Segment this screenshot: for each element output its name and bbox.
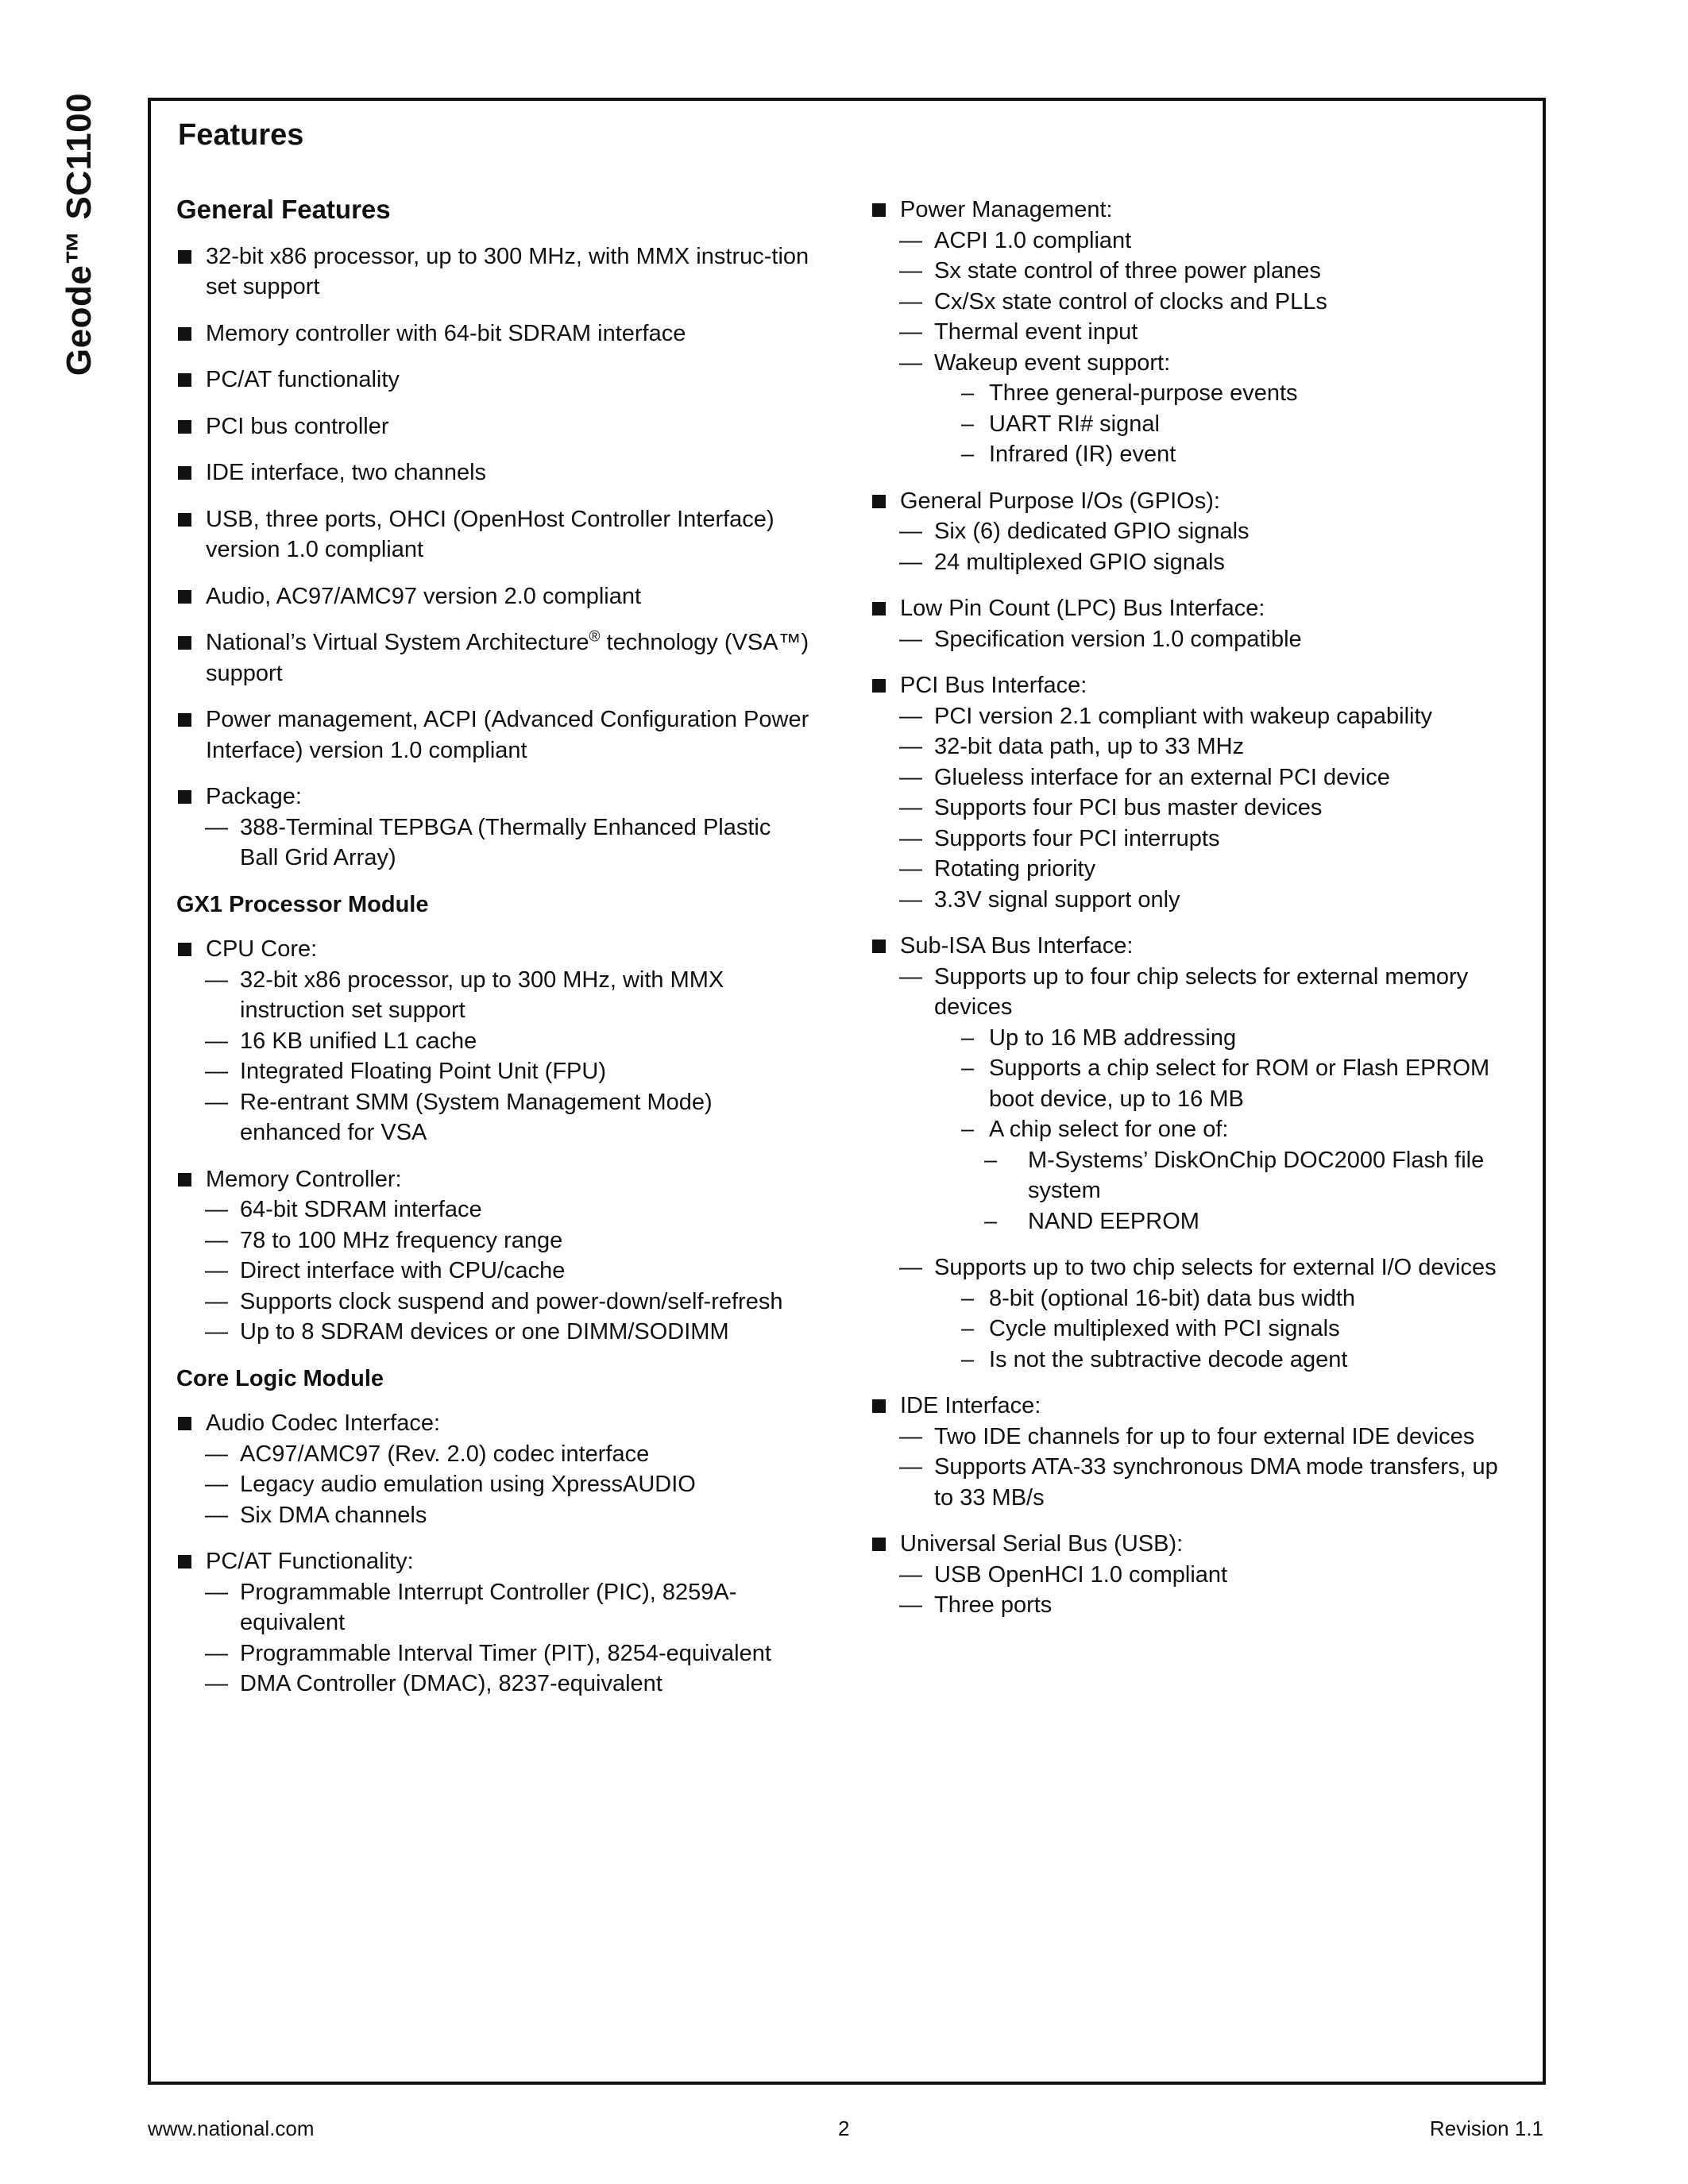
bullet-square-icon: [178, 1417, 191, 1430]
sub-item: — Supports four PCI bus master devices: [899, 795, 1323, 820]
sub-sub-item: – Supports a chip select for ROM or Flash EPROM boot device, up to 16 MB: [961, 1055, 1490, 1112]
sub-sub-item: – Is not the subtractive decode agent: [961, 1346, 1348, 1372]
page-title: Features: [178, 118, 304, 152]
feature-item: Memory controller with 64-bit SDRAM interface: [176, 318, 812, 349]
sub-item: — Two IDE channels for up to four external IDE devices: [899, 1423, 1475, 1449]
sub-item: — Six (6) dedicated GPIO signals: [899, 519, 1250, 544]
sub-sub-item: – Cycle multiplexed with PCI signals: [961, 1316, 1340, 1341]
feature-item: Universal Serial Bus (USB): — USB OpenHCI 1.0 compliant — Three ports: [871, 1529, 1522, 1621]
product-name: Geode™ SC1100: [60, 92, 98, 376]
sub-item: — Supports up to four chip selects for external memory devices: [899, 963, 1469, 1020]
page-number: 2: [838, 2116, 850, 2140]
bullet-square-icon: [178, 373, 191, 387]
sub-item: — Specification version 1.0 compatible: [899, 626, 1302, 652]
sub-sub-item: – Three general-purpose events: [961, 380, 1298, 406]
sub-item: — Programmable Interrupt Controller (PIC), 8259A-equivalent: [205, 1579, 737, 1635]
sub-item: — Glueless interface for an external PCI device: [899, 764, 1390, 790]
footer-revision: Revision 1.1: [1429, 2116, 1543, 2140]
sub-item: — Supports up to two chip selects for external I/O devices: [899, 1255, 1497, 1280]
feature-item: Low Pin Count (LPC) Bus Interface: — Specification version 1.0 compatible: [871, 593, 1522, 654]
feature-item: PCI bus controller: [176, 411, 812, 442]
sub-sub-sub-item: – M-Systems’ DiskOnChip DOC2000 Flash file system: [984, 1147, 1485, 1203]
bullet-square-icon: [872, 1399, 886, 1413]
feature-item: National’s Virtual System Architecture® technology (VSA™) support: [176, 627, 812, 689]
feature-item: Power Management: — ACPI 1.0 compliant — Sx state control of three power planes — Cx/Sx state control of clocks and PLLs — Thermal event input — Wakeup event support: – Three general-purpose events – UART RI# signal – Infrared (IR) event: [871, 195, 1522, 470]
feature-item: USB, three ports, OHCI (OpenHost Controller Interface) version 1.0 compliant: [176, 504, 812, 565]
sub-item: — 64-bit SDRAM interface: [205, 1197, 482, 1222]
feature-item: Memory Controller: — 64-bit SDRAM interface — 78 to 100 MHz frequency range — Direct interface with CPU/cache — Supports clock suspend and power-down/self-refresh — Up to 8 SDRAM devices or one DIMM/SODIMM: [176, 1164, 812, 1348]
core-logic-heading: Core Logic Module: [176, 1365, 384, 1391]
sub-item: — AC97/AMC97 (Rev. 2.0) codec interface: [205, 1441, 650, 1467]
bullet-square-icon: [178, 943, 191, 956]
bullet-square-icon: [872, 679, 886, 693]
sub-item: — 78 to 100 MHz frequency range: [205, 1227, 563, 1253]
sub-item: — Legacy audio emulation using XpressAUDIO: [205, 1472, 696, 1497]
bullet-square-icon: [178, 327, 191, 341]
sub-item: — Up to 8 SDRAM devices or one DIMM/SODIMM: [205, 1319, 729, 1345]
bullet-square-icon: [872, 602, 886, 615]
sub-item: — ACPI 1.0 compliant: [899, 227, 1132, 253]
sub-item: — 388-Terminal TEPBGA (Thermally Enhanced Plastic Ball Grid Array): [205, 814, 771, 870]
sub-item: — Thermal event input: [899, 319, 1138, 345]
bullet-square-icon: [178, 1173, 191, 1187]
sub-item: — 24 multiplexed GPIO signals: [899, 549, 1225, 575]
bullet-square-icon: [178, 513, 191, 527]
sub-item: — USB OpenHCI 1.0 compliant: [899, 1561, 1228, 1588]
sub-item: — Sx state control of three power planes: [899, 258, 1321, 284]
feature-item: Audio, AC97/AMC97 version 2.0 compliant: [176, 581, 812, 612]
feature-item: 32-bit x86 processor, up to 300 MHz, with MMX instruc-tion set support: [176, 241, 812, 303]
feature-item: Sub-ISA Bus Interface: — Supports up to four chip selects for external memory devices – Up to 16 MB addressing – Supports a chip select for ROM or Flash EPROM boot device, up to 16 MB – A chip select for one of: – M-Systems’ DiskOnChip DOC2000 Flash file system – NAND EEPROM — Supports up to two chip selects for external I/O devices – 8-bit (optional 16-bit) data bus width – Cycle multiplexed with PCI signals – Is not the subtractive decode agent: [871, 931, 1522, 1375]
bullet-square-icon: [872, 940, 886, 953]
footer-website: www.national.com: [148, 2116, 315, 2140]
bullet-square-icon: [872, 203, 886, 217]
sub-item: — Supports clock suspend and power-down/self-refresh: [205, 1288, 783, 1314]
sub-item: — Six DMA channels: [205, 1502, 427, 1528]
left-column: [176, 195, 812, 1715]
sub-item: — DMA Controller (DMAC), 8237-equivalent: [205, 1671, 662, 1696]
sub-item: — PCI version 2.1 compliant with wakeup capability: [899, 703, 1433, 729]
feature-item: CPU Core: — 32-bit x86 processor, up to 300 MHz, with MMX instruction set support — 16 KB unified L1 cache — Integrated Floating Point Unit (FPU) — Re-entrant SMM (System Management Mode) enhanced for VSA: [176, 934, 812, 1148]
bullet-square-icon: [178, 590, 191, 604]
sub-item: — Cx/Sx state control of clocks and PLLs: [899, 288, 1327, 314]
sub-item: — Supports ATA-33 synchronous DMA mode transfers, up to 33 MB/s: [899, 1454, 1498, 1511]
feature-item: Audio Codec Interface: — AC97/AMC97 (Rev. 2.0) codec interface — Legacy audio emulation using XpressAUDIO — Six DMA channels: [176, 1408, 812, 1530]
sub-item: — Programmable Interval Timer (PIT), 8254-equivalent: [205, 1640, 771, 1666]
bullet-square-icon: [178, 636, 191, 650]
sub-sub-item: – 8-bit (optional 16-bit) data bus width: [961, 1285, 1356, 1311]
bullet-square-icon: [872, 495, 886, 508]
bullet-square-icon: [178, 1555, 191, 1569]
general-features-heading: General Features: [176, 195, 391, 224]
gx1-heading: GX1 Processor Module: [176, 891, 429, 917]
sub-sub-sub-item: – NAND EEPROM: [984, 1208, 1199, 1234]
sub-sub-item: – Infrared (IR) event: [961, 442, 1176, 467]
sub-sub-item: – A chip select for one of:: [961, 1117, 1229, 1142]
side-title: [48, 92, 111, 376]
feature-item: PC/AT functionality: [176, 365, 812, 396]
sub-item: — Supports four PCI interrupts: [899, 825, 1220, 851]
bullet-square-icon: [178, 790, 191, 804]
sub-item: — Rotating priority: [899, 856, 1096, 882]
sub-item: — 16 KB unified L1 cache: [205, 1028, 477, 1054]
sub-item: — 32-bit x86 processor, up to 300 MHz, with MMX instruction set support: [205, 967, 724, 1023]
sub-item: — Integrated Floating Point Unit (FPU): [205, 1059, 606, 1084]
sub-item: — Direct interface with CPU/cache: [205, 1258, 566, 1283]
feature-item: PCI Bus Interface: — PCI version 2.1 compliant with wakeup capability — 32-bit data path, up to 33 MHz — Glueless interface for an external PCI device — Supports four PCI bus master devices — Supports four PCI interrupts — Rotating priority — 3.3V signal support only: [871, 670, 1522, 915]
content-frame: [148, 98, 1546, 2085]
feature-item: IDE interface, two channels: [176, 457, 812, 488]
bullet-square-icon: [872, 1538, 886, 1551]
feature-item: PC/AT Functionality: — Programmable Interrupt Controller (PIC), 8259A-equivalent — Programmable Interval Timer (PIT), 8254-equivalent — DMA Controller (DMAC), 8237-equivalent: [176, 1546, 812, 1700]
feature-item: Package: — 388-Terminal TEPBGA (Thermally Enhanced Plastic Ball Grid Array): [176, 781, 812, 874]
bullet-square-icon: [178, 250, 191, 264]
feature-item: Power management, ACPI (Advanced Configuration Power Interface) version 1.0 compliant: [176, 704, 812, 766]
sub-item: — Re-entrant SMM (System Management Mode) enhanced for VSA: [205, 1089, 713, 1145]
bullet-square-icon: [178, 713, 191, 727]
sub-sub-item: – UART RI# signal: [961, 411, 1160, 437]
right-column: [871, 195, 1522, 1637]
sub-item: — 3.3V signal support only: [899, 886, 1180, 913]
sub-item: — Wakeup event support:: [899, 349, 1171, 376]
bullet-square-icon: [178, 420, 191, 434]
sub-sub-item: – Up to 16 MB addressing: [961, 1024, 1237, 1051]
feature-item: General Purpose I/Os (GPIOs): — Six (6) dedicated GPIO signals — 24 multiplexed GPIO signals: [871, 486, 1522, 578]
sub-item: — 32-bit data path, up to 33 MHz: [899, 734, 1245, 759]
bullet-square-icon: [178, 466, 191, 480]
sub-item: — Three ports: [899, 1592, 1053, 1618]
feature-item: IDE Interface: — Two IDE channels for up to four external IDE devices — Supports ATA-33 synchronous DMA mode transfers, up to 33 MB/s: [871, 1391, 1522, 1513]
